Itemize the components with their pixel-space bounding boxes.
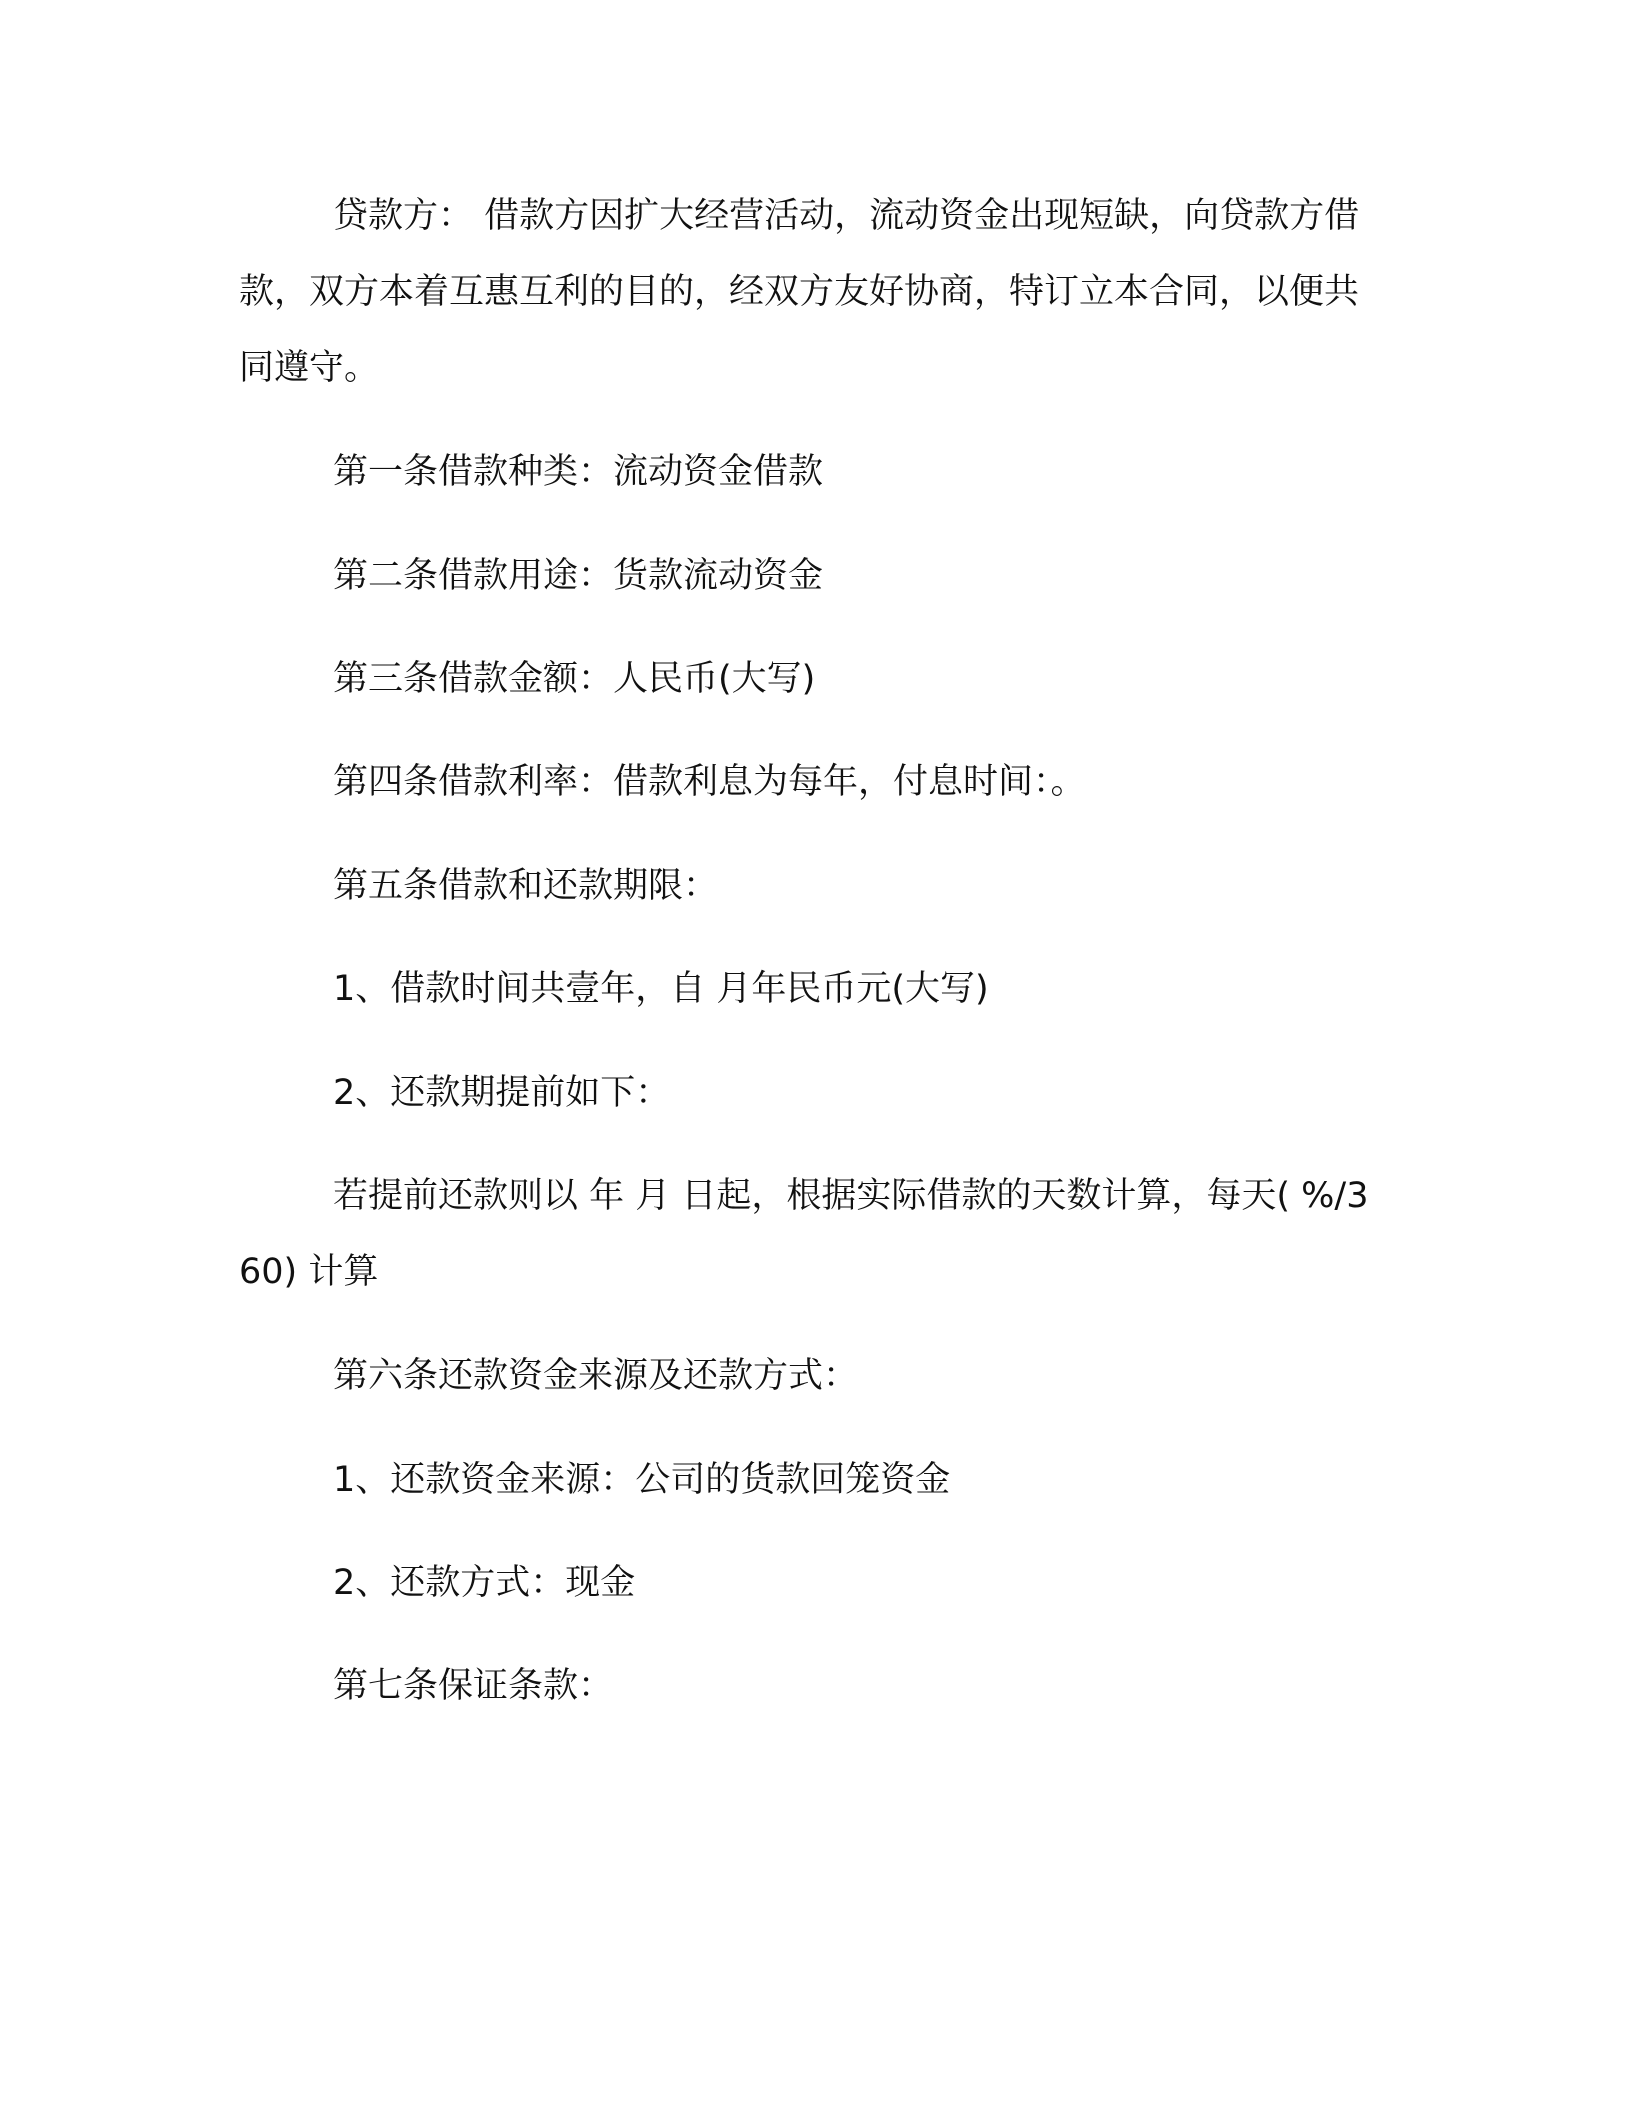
article-1: 第一条借款种类：流动资金借款	[333, 452, 824, 492]
article-7: 第七条保证条款：	[333, 1666, 614, 1706]
article-5-item-2: 2、还款期提前如下：	[333, 1073, 671, 1113]
article-5-item-1: 1、借款时间共壹年，自 月年民币元(大写)	[333, 969, 989, 1009]
article-5: 第五条借款和还款期限：	[333, 866, 719, 906]
article-3: 第三条借款金额：人民币(大写)	[333, 659, 816, 699]
article-6-item-2: 2、还款方式：现金	[333, 1563, 636, 1603]
article-6-item-1: 1、还款资金来源：公司的货款回笼资金	[333, 1460, 951, 1500]
article-6: 第六条还款资金来源及还款方式：	[333, 1356, 859, 1396]
article-4: 第四条借款利率：借款利息为每年，付息时间：。	[333, 762, 1086, 802]
article-2: 第二条借款用途：货款流动资金	[333, 556, 824, 596]
article-5-early-repayment: 若提前还款则以 年 月 日起，根据实际借款的天数计算，每天( %/360) 计算	[239, 1176, 1369, 1292]
intro-paragraph: 贷款方： 借款方因扩大经营活动，流动资金出现短缺，向贷款方借款，双方本着互惠互利的目的，经双方友好协商，特订立本合同，以便共同遵守。	[239, 196, 1360, 388]
